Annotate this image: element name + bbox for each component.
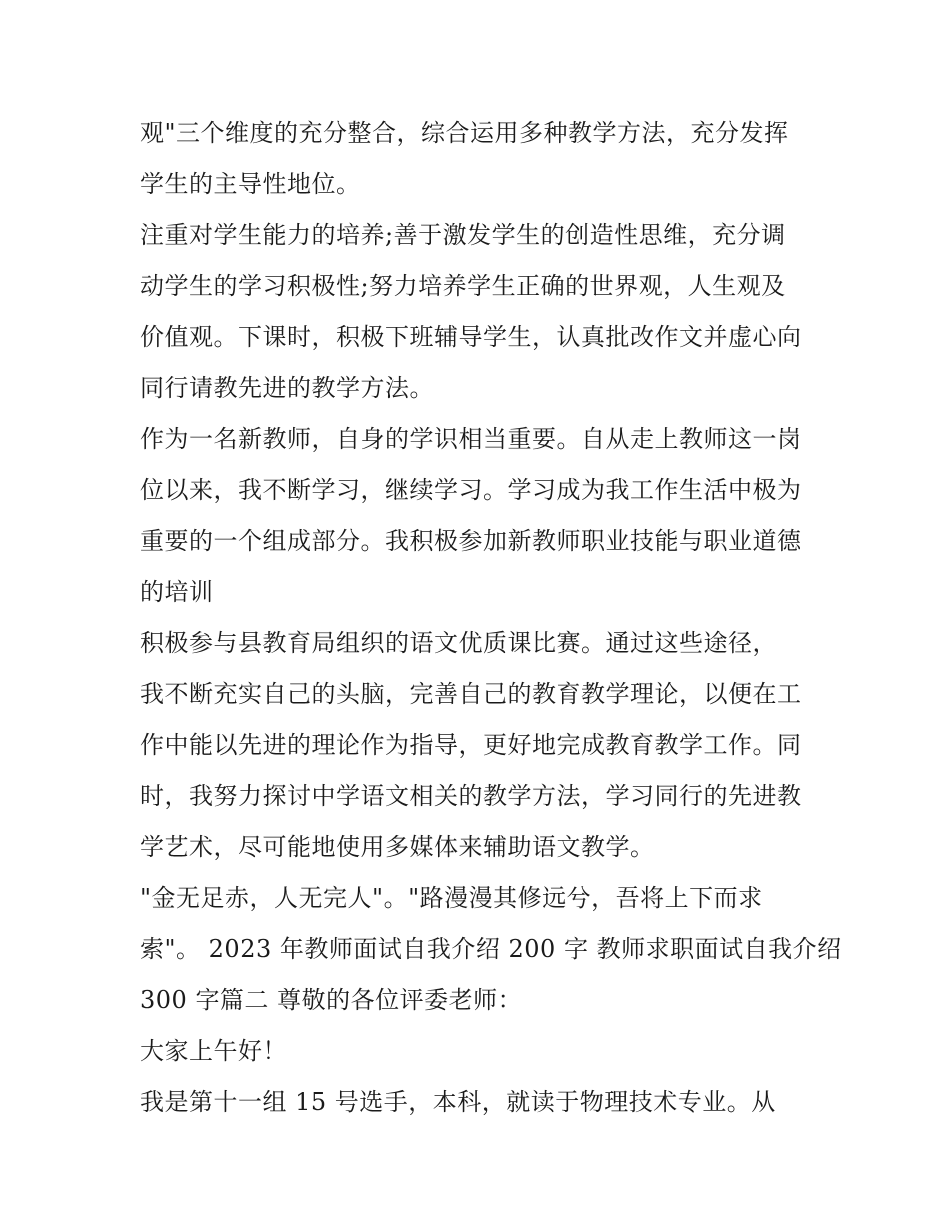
text-line: 我不断充实自己的头脑，完善自己的教育教学理论，以便在工 xyxy=(140,680,802,708)
text-line: 价值观。下课时，积极下班辅导学生，认真批改作文并虚心向 xyxy=(140,323,802,351)
text-line: 动学生的学习积极性;努力培养学生正确的世界观，人生观及 xyxy=(140,272,786,300)
text-line: 学生的主导性地位。 xyxy=(140,170,361,198)
text-line: 观"三个维度的充分整合，综合运用多种教学方法，充分发挥 xyxy=(140,119,789,147)
text-line: 索"。 2023 年教师面试自我介绍 200 字 教师求职面试自我介绍 xyxy=(140,935,842,963)
text-line: 300 字篇二 尊敬的各位评委老师： xyxy=(140,986,523,1014)
text-line: 注重对学生能力的培养;善于激发学生的创造性思维，充分调 xyxy=(140,221,786,249)
text-line: 位以来，我不断学习，继续学习。学习成为我工作生活中极为 xyxy=(140,476,802,504)
text-line: 大家上午好！ xyxy=(140,1037,287,1065)
document-body xyxy=(140,108,842,1128)
text-line: 学艺术，尽可能地使用多媒体来辅助语文教学。 xyxy=(140,833,655,861)
text-line: 时，我努力探讨中学语文相关的教学方法，学习同行的先进教 xyxy=(140,782,802,810)
text-line: 同行请教先进的教学方法。 xyxy=(140,374,434,402)
text-line: 的培训 xyxy=(140,578,214,606)
text-line: 重要的一个组成部分。我积极参加新教师职业技能与职业道德 xyxy=(140,527,802,555)
text-line: "金无足赤，人无完人"。"路漫漫其修远兮，吾将上下而求 xyxy=(140,884,763,912)
text-line: 作为一名新教师，自身的学识相当重要。自从走上教师这一岗 xyxy=(140,425,802,453)
text-line: 作中能以先进的理论作为指导，更好地完成教育教学工作。同 xyxy=(140,731,802,759)
text-line: 积极参与县教育局组织的语文优质课比赛。通过这些途径， xyxy=(140,629,777,657)
text-line: 我是第十一组 15 号选手，本科，就读于物理技术专业。从 xyxy=(140,1088,776,1116)
